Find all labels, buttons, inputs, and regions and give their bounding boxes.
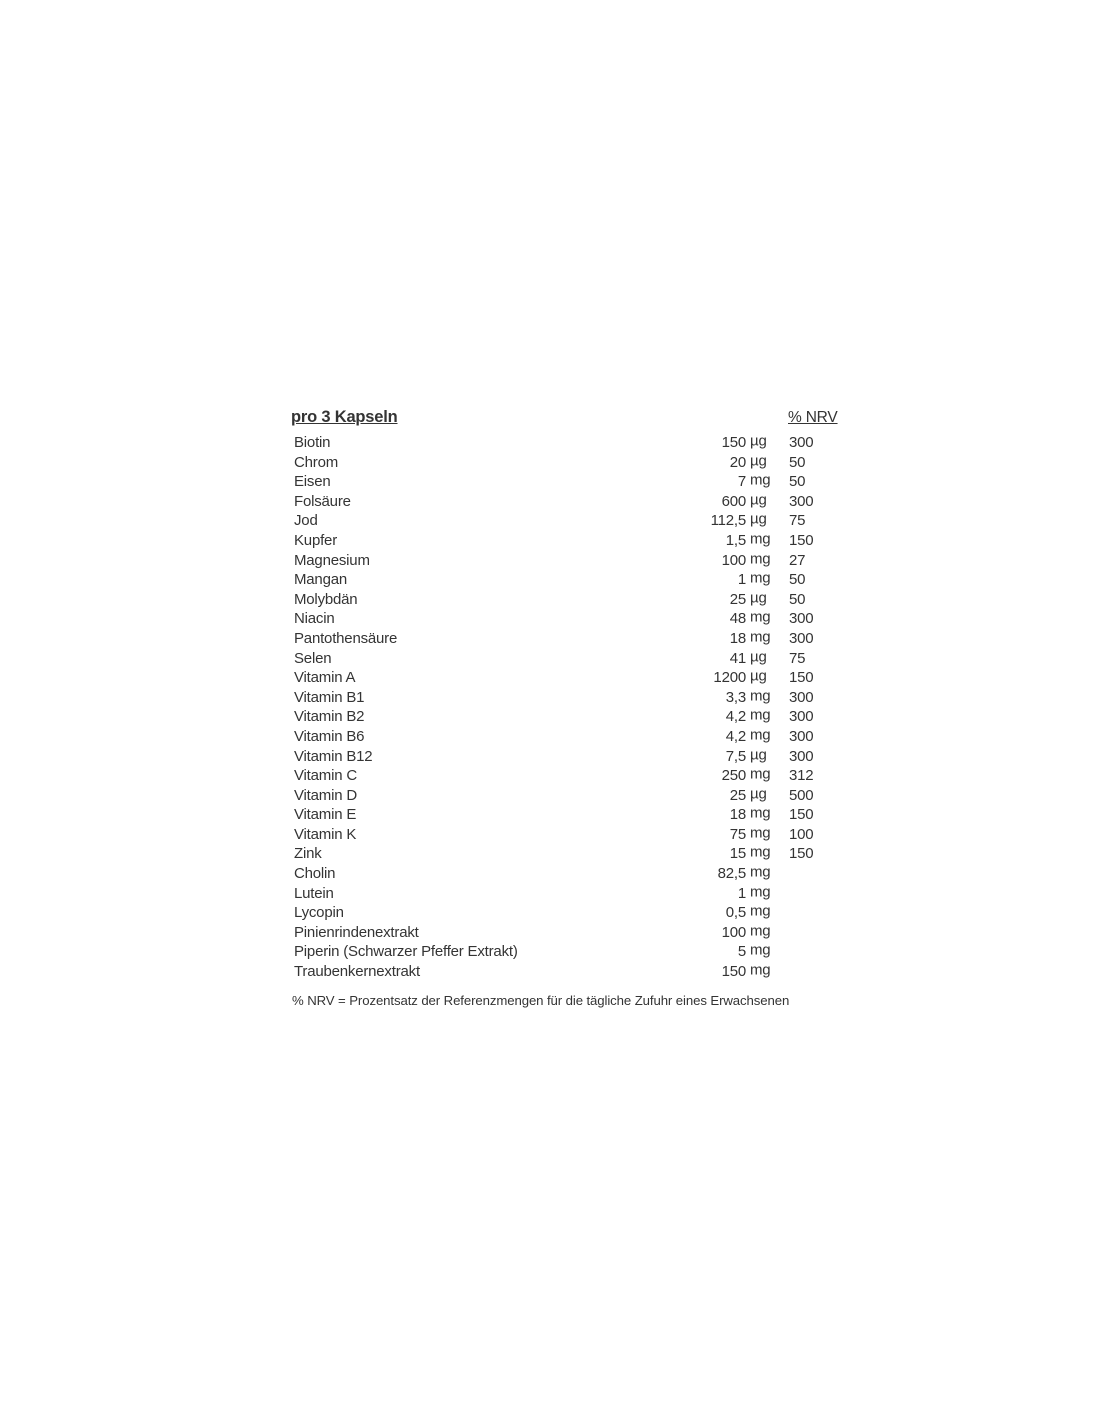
row-nutrient-name: Molybdän [294,590,358,608]
row-nrv-value: 100 [789,825,814,843]
row-nrv-value: 150 [789,669,814,687]
row-nutrient-name: Jod [294,512,318,530]
row-nrv-value: 300 [789,492,814,510]
row-nutrient-name: Piperin (Schwarzer Pfeffer Extrakt) [294,943,518,961]
table-row [291,629,837,649]
table-row [291,903,837,923]
table-row [291,590,837,610]
row-amount-unit: µg [750,667,767,685]
table-row [291,962,837,982]
row-nutrient-name: Vitamin B2 [294,708,365,726]
row-amount-unit: µg [750,785,767,803]
row-amount-unit: µg [750,746,767,763]
row-nutrient-name: Pinienrindenextrakt [294,923,419,941]
row-amount-unit: mg [750,569,771,587]
row-amount-value: 18 [729,806,746,824]
table-row [291,942,837,962]
row-nutrient-name: Vitamin B12 [294,747,373,765]
row-nrv-value [786,884,837,904]
table-row [291,472,837,492]
row-nutrient-name: Cholin [294,865,336,883]
row-nutrient-name: Lycopin [294,904,344,922]
table-row [291,923,837,943]
row-amount-value: 100 [721,923,746,941]
row-nutrient-name: Mangan [294,571,348,589]
nrv-footnote: % NRV = Prozentsatz der Referenzmengen für die tägliche Zufuhr eines Erwachsenen [292,992,790,1008]
row-amount-value: 250 [721,767,746,785]
row-amount-unit: mg [750,883,771,901]
row-nutrient-name: Vitamin A [294,669,356,687]
row-nutrient-name: Vitamin E [294,806,357,824]
row-amount-unit: µg [750,432,767,450]
row-nrv-value: 300 [789,434,814,451]
table-row [291,433,837,453]
row-amount-value: 3,3 [725,688,746,706]
row-amount-value: 1200 [713,669,746,687]
row-amount-unit: mg [750,765,771,783]
table-row [291,864,837,884]
row-amount-value: 20 [729,453,746,471]
row-nrv-value [786,942,837,962]
row-amount-unit: mg [750,902,771,920]
row-amount-value: 41 [729,649,746,667]
row-nutrient-name: Vitamin C [294,767,357,785]
row-amount-unit: mg [750,863,771,881]
row-amount-unit: µg [750,491,767,509]
row-amount-value: 1,5 [725,531,746,549]
table-row [291,688,837,708]
table-row [291,786,837,806]
table-row [291,766,837,786]
row-amount-value: 7 [737,473,746,491]
row-amount-value: 4,2 [725,708,746,726]
table-row [291,609,837,629]
row-amount-value: 82,5 [717,865,746,883]
row-nrv-value: 50 [789,453,806,471]
row-nrv-value: 300 [789,727,814,745]
row-amount-unit: mg [750,687,771,705]
row-nrv-value: 27 [789,551,806,569]
row-amount-value: 600 [721,492,746,510]
row-nutrient-name: Folsäure [294,492,351,510]
row-nutrient-name: Pantothensäure [294,629,398,647]
table-row [291,453,837,473]
table-row [291,727,837,747]
table-row [291,668,837,688]
row-amount-value: 1 [737,884,746,902]
row-amount-unit: mg [750,804,771,822]
row-nrv-value [786,903,837,923]
row-amount-value: 5 [737,943,746,961]
table-row [291,707,837,727]
row-nutrient-name: Chrom [294,453,339,471]
row-nutrient-name: Kupfer [294,531,337,549]
row-amount-unit: mg [750,824,771,842]
row-nutrient-name: Biotin [294,434,331,451]
table-row [291,551,837,571]
table-row [291,825,837,845]
row-nutrient-name: Zink [294,845,322,863]
row-amount-unit: µg [750,510,767,528]
row-amount-unit: µg [750,452,767,470]
row-nrv-value: 300 [789,708,814,726]
table-row [291,649,837,669]
row-amount-value: 0,5 [725,904,746,922]
row-nutrient-name: Eisen [294,473,331,491]
row-nrv-value: 50 [789,473,806,491]
row-nrv-value [786,864,837,884]
table-header-row [291,408,837,431]
table-row [291,747,837,767]
row-amount-unit: mg [750,628,771,646]
row-nrv-value: 75 [789,649,806,667]
row-nrv-value: 50 [789,590,806,608]
nutrition-table-body [291,433,837,982]
row-nrv-value [786,923,837,943]
row-amount-unit: mg [750,550,771,568]
row-amount-unit: mg [750,922,771,940]
row-nutrient-name: Vitamin D [294,786,357,804]
row-nrv-value: 75 [789,512,806,530]
row-amount-value: 75 [729,825,746,843]
row-nutrient-name: Vitamin B1 [294,688,365,706]
row-amount-unit: mg [750,843,771,861]
row-nutrient-name: Lutein [294,884,334,902]
row-amount-unit: mg [750,706,771,724]
row-amount-value: 48 [729,610,746,628]
table-title: pro 3 Kapseln [291,408,398,426]
row-nutrient-name: Vitamin B6 [294,727,365,745]
row-nrv-value: 312 [789,767,814,785]
row-amount-unit: mg [750,608,771,626]
table-row [291,531,837,551]
row-nrv-value: 300 [789,688,814,706]
table-row [291,805,837,825]
row-amount-unit: mg [750,471,771,489]
row-amount-unit: mg [750,941,771,959]
row-amount-value: 112,5 [710,512,746,530]
row-nrv-value: 300 [789,747,814,765]
row-amount-unit: µg [750,648,767,666]
row-nrv-value: 150 [789,806,814,824]
table-row [291,844,837,864]
row-nrv-value: 150 [789,845,814,863]
row-nrv-value: 150 [789,531,814,549]
row-nutrient-name: Selen [294,649,332,667]
row-amount-value: 4,2 [725,727,746,745]
row-nrv-value: 50 [789,571,806,589]
row-nrv-value: 300 [789,629,814,647]
row-nutrient-name: Traubenkernextrakt [294,963,420,981]
row-amount-value: 100 [721,551,746,569]
row-amount-unit: mg [750,530,771,548]
row-amount-value: 25 [729,786,746,804]
row-nrv-value [786,962,837,982]
row-nrv-value: 300 [789,610,814,628]
row-amount-value: 15 [729,845,746,863]
row-amount-value: 7,5 [725,747,746,765]
row-amount-unit: mg [750,961,771,979]
row-nutrient-name: Niacin [294,610,335,628]
table-row [291,492,837,512]
nutrition-table [291,408,837,1008]
row-amount-value: 150 [721,434,746,451]
row-nrv-value: 500 [789,786,814,804]
row-amount-value: 25 [729,590,746,608]
row-amount-unit: mg [750,726,771,744]
table-row [291,511,837,531]
row-nutrient-name: Vitamin K [294,825,357,843]
row-amount-unit: µg [750,589,767,607]
row-amount-value: 1 [737,571,746,589]
table-row [291,884,837,904]
nrv-column-header: % NRV [788,409,838,426]
row-nutrient-name: Magnesium [294,551,370,569]
row-amount-value: 150 [721,963,746,981]
table-row [291,570,837,590]
row-amount-value: 18 [729,629,746,647]
